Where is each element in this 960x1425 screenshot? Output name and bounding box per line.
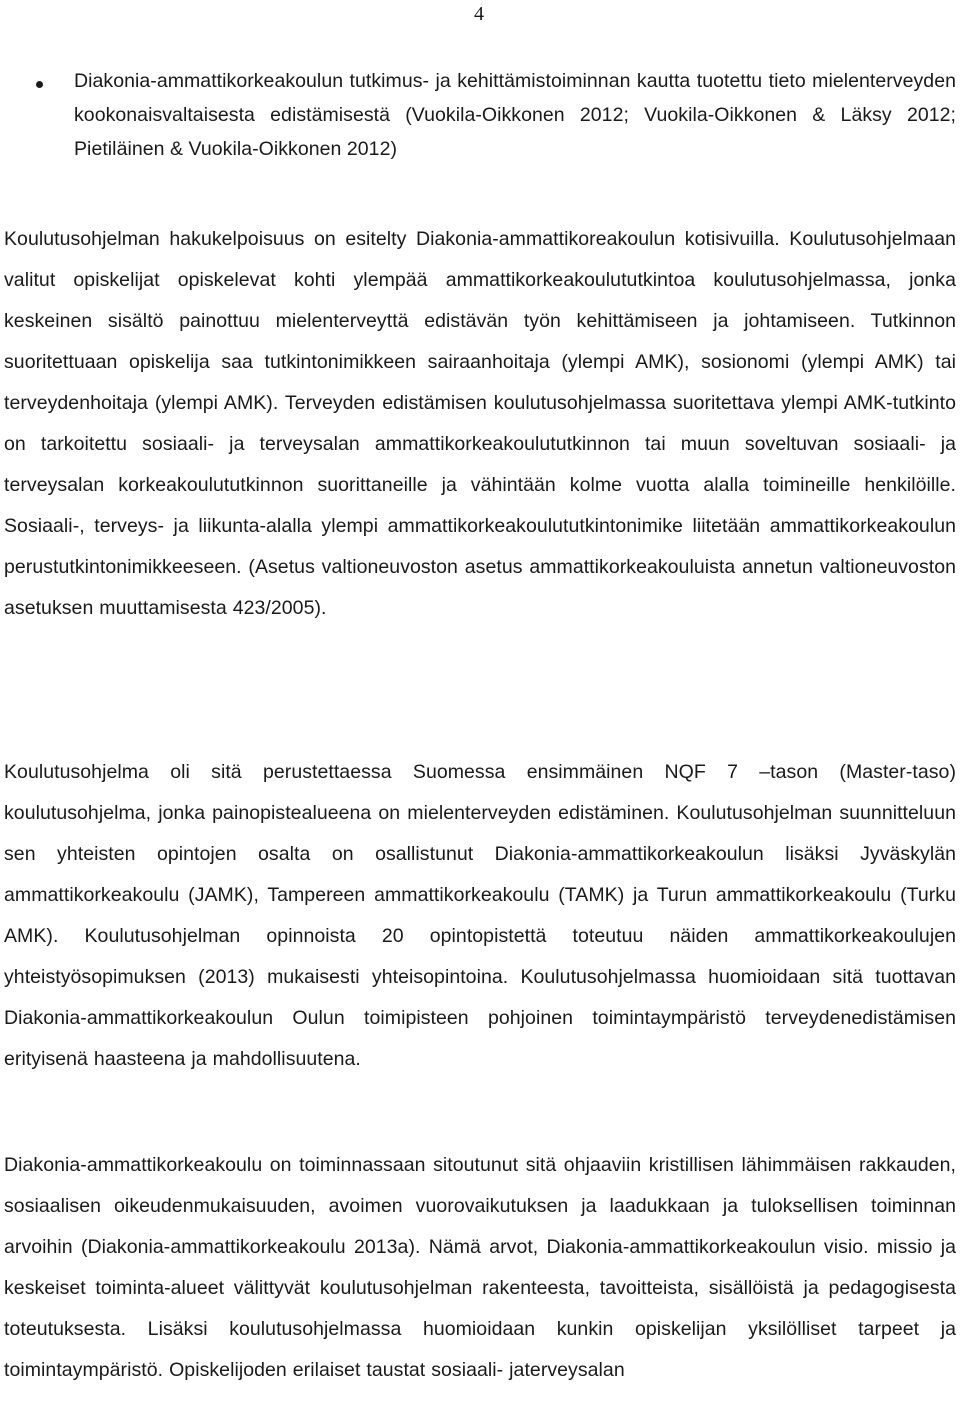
paragraph-values: Diakonia-ammattikorkeakoulu on toiminnassaan sitoutunut sitä ohjaaviin kristillisen lähimmäisen rakkauden, sosiaalisen oikeudenmukaisuuden, avoimen vuorovaikutuksen ja laadukkaan ja tuloksellisen toiminnan arvoihin (Diakonia-ammattikorkeakoulu 2013a). Nämä arvot, Diakonia-ammattikorkeakoulun visio. missio ja keskeiset toiminta-alueet välittyvät koulutusohjelman rakenteesta, tavoitteista, sisällöistä ja pedagogisesta toteutuksesta. Lisäksi koulutusohjelmassa huomioidaan kunkin opiskelijan yksilölliset tarpeet ja toimintaympäristö. Opiskelijoden erilaiset taustat sosiaali- jaterveysalan (4, 1154, 956, 1381)
paragraph-eligibility: Koulutusohjelman hakukelpoisuus on esitelty Diakonia-ammattikoreakoulun kotisivuilla. Koulutusohjelmaan valitut opiskelijat opiskelevat kohti ylempää ammattikorkeakoulututkintoa koulutusohjelmassa, jonka keskeinen sisältö painottuu mielenterveyttä edistävän työn kehittämiseen ja johtamiseen. Tutkinnon suoritettuaan opiskelija saa tutkintonimikkeen sairaanhoitaja (ylempi AMK), sosionomi (ylempi AMK) tai terveydenhoitaja (ylempi AMK). Terveyden edistämisen koulutusohjelmassa suoritettava ylempi AMK-tutkinto on tarkoitettu sosiaali- ja terveysalan ammattikorkeakoulututkinnon tai muun soveltuvan sosiaali- ja terveysalan korkeakoulututkinnon suorittaneille ja vähintään kolme vuotta alalla toimineille henkilöille. Sosiaali-, terveys- ja liikunta-alalla ylempi ammattikorkeakoulututkintonimike liitetään ammattikorkeakoulun perustutkintonimikkeeseen. (Asetus valtioneuvoston asetus ammattikorkeakouluista annetun valtioneuvoston asetuksen muuttamisesta 423/2005). (4, 228, 956, 619)
bullet-dot-icon (36, 81, 43, 88)
page-number: 4 (474, 3, 484, 25)
bullet-text: Diakonia-ammattikorkeakoulun tutkimus- ja kehittämistoiminnan kautta tuotettu tieto mielenterveyden kookonaisvaltaisesta edistämisestä (Vuokila-Oikkonen 2012; Vuokila-Oikkonen & Läksy 2012; Pietiläinen & Vuokila-Oikkonen 2012) (74, 70, 956, 160)
paragraph-program-history: Koulutusohjelma oli sitä perustettaessa Suomessa ensimmäinen NQF 7 –tason (Master-taso) koulutusohjelma, jonka painopistealueena on mielenterveyden edistäminen. Koulutusohjelman suunnitteluun sen yhteisten opintojen osalta on osallistunut Diakonia-ammattikorkeakoulun lisäksi Jyväskylän ammattikorkeakoulu (JAMK), Tampereen ammattikorkeakoulu (TAMK) ja Turun ammattikorkeakoulu (Turku AMK). Koulutusohjelman opinnoista 20 opintopistettä toteutuu näiden ammattikorkeakoulujen yhteistyösopimuksen (2013) mukaisesti yhteisopintoina. Koulutusohjelmassa huomioidaan sitä tuottavan Diakonia-ammattikorkeakoulun Oulun toimipisteen pohjoinen toimintaympäristö terveydenedistämisen erityisenä haasteena ja mahdollisuutena. (4, 761, 956, 1070)
